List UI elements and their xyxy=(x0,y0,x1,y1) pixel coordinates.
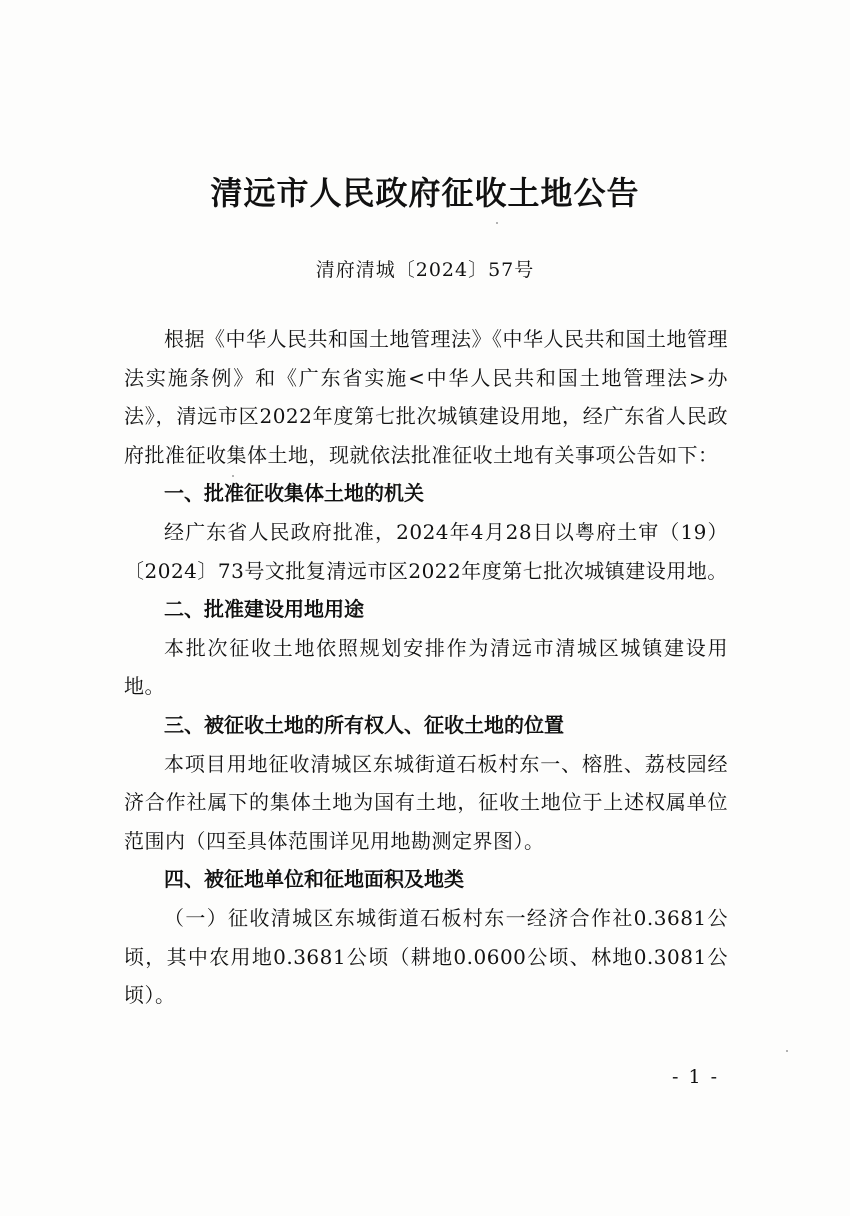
section-4-paragraph: （一）征收清城区东城街道石板村东一经济合作社0.3681公顷，其中农用地0.3681公顷（耕地0.0600公顷、林地0.3081公顷）。 xyxy=(124,905,728,1008)
section-3-paragraph: 本项目用地征收清城区东城街道石板村东一、榕胜、荔枝园经济合作社属下的集体土地为国有土地，征收土地位于上述权属单位范围内（四至具体范围详见用地勘测定界图）。 xyxy=(124,751,728,853)
document-body xyxy=(124,320,728,1015)
section-heading-1: 一、批准征收集体土地的机关 xyxy=(164,481,424,506)
section-heading-2: 二、批准建设用地用途 xyxy=(164,597,364,622)
intro-paragraph: 根据《中华人民共和国土地管理法》《中华人民共和国土地管理法实施条例》和《广东省实施<中华人民共和国土地管理法>办法》，清远市区2022年度第七批次城镇建设用地，经广东省人民政府批准征收集体土地，现就依法批准征收土地有关事项公告如下： xyxy=(124,327,728,467)
section-2-paragraph: 本批次征收土地依照规划安排作为清远市清城区城镇建设用地。 xyxy=(124,635,728,699)
scan-speck xyxy=(232,475,234,477)
section-heading-4: 四、被征地单位和征地面积及地类 xyxy=(164,867,464,892)
section-1-paragraph: 经广东省人民政府批准，2024年4月28日以粤府土审（19）〔2024〕73号文批复清远市区2022年度第七批次城镇建设用地。 xyxy=(124,519,728,583)
document-title: 清远市人民政府征收土地公告 xyxy=(210,174,640,212)
section-heading-3: 三、被征收土地的所有权人、征收土地的位置 xyxy=(164,712,564,737)
scan-speck xyxy=(786,1050,788,1052)
scan-speck xyxy=(496,222,498,224)
document-number: 清府清城〔2024〕57号 xyxy=(315,259,535,281)
page-number: - 1 - xyxy=(672,1066,720,1088)
